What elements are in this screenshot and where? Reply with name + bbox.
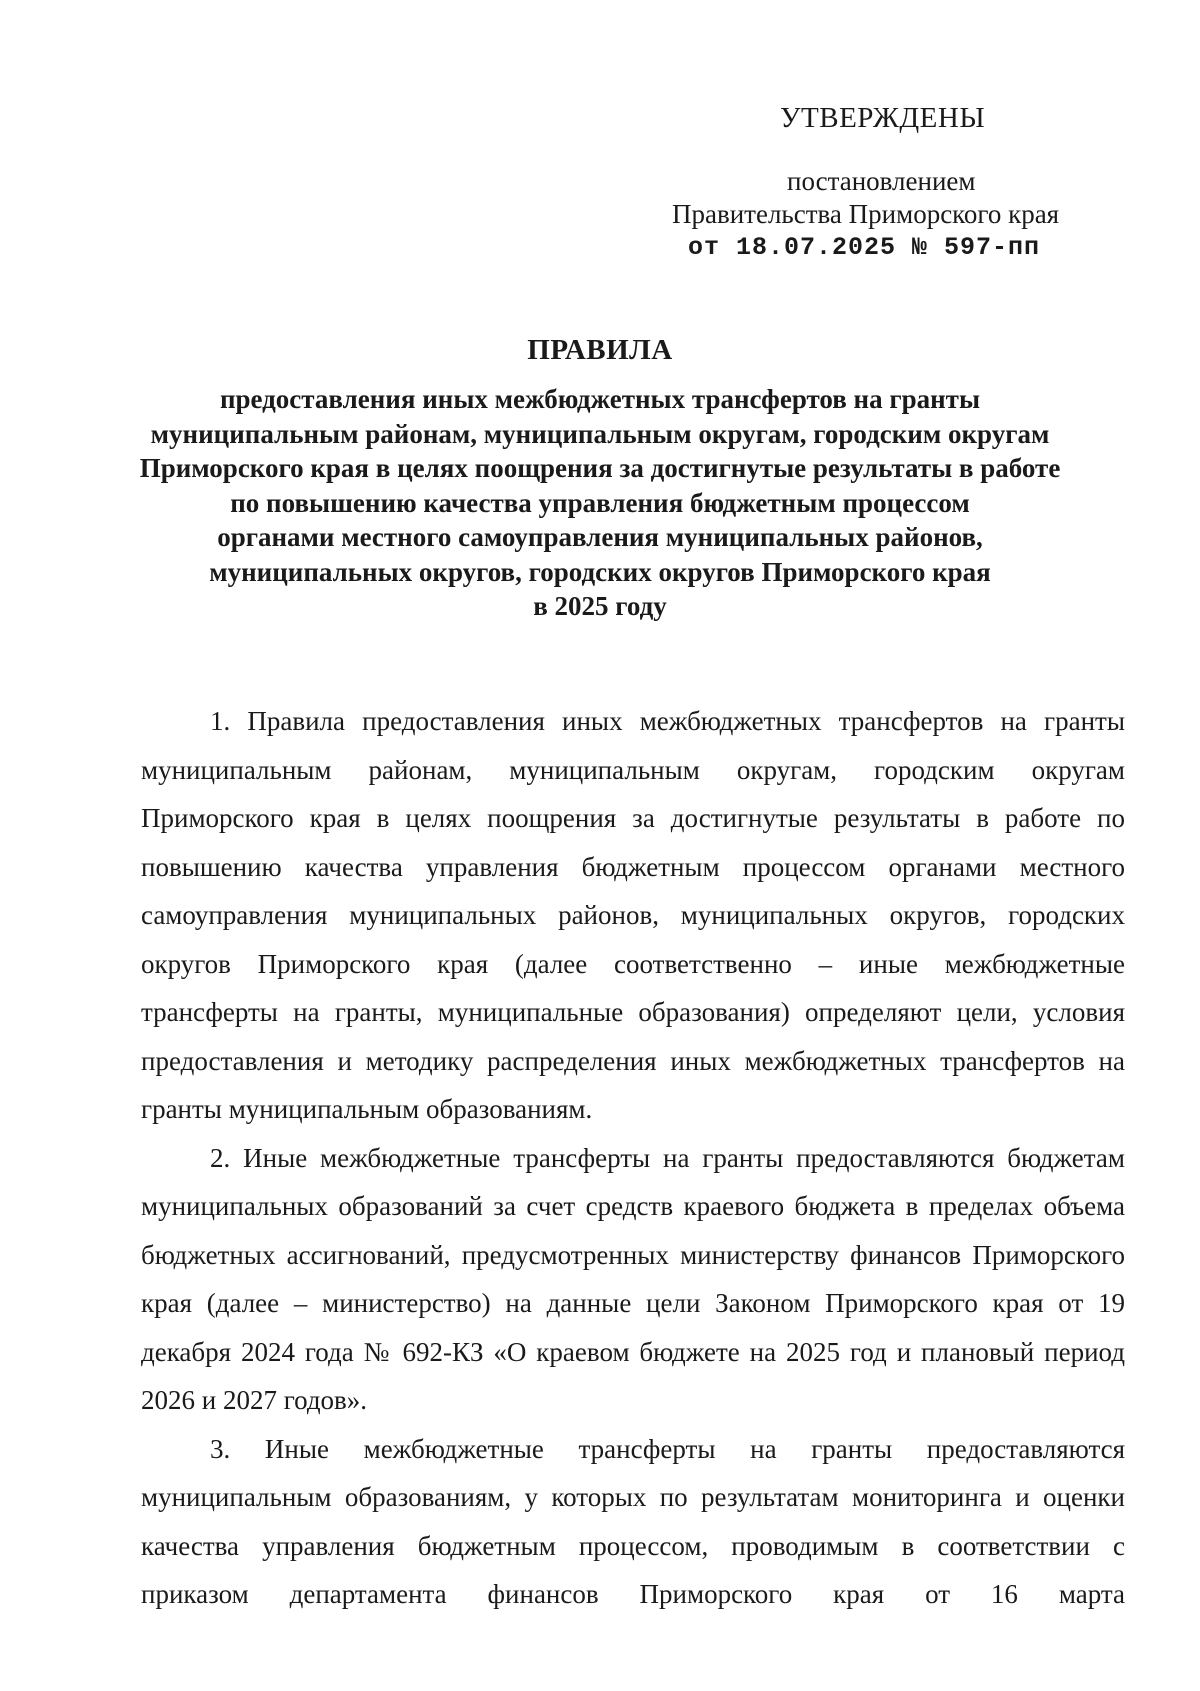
document-body: [141, 697, 1125, 1619]
approval-date-number-stamp: от 18.07.2025 № 597-пп: [688, 233, 1041, 262]
subtitle-line: органами местного самоуправления муниципальных районов,: [217, 522, 983, 552]
subtitle-line: Приморского края в целях поощрения за достигнутые результаты в работе: [139, 453, 1061, 483]
subtitle-line: предоставления иных межбюджетных трансфертов на гранты: [219, 384, 981, 414]
subtitle-line: в 2025 году: [533, 591, 667, 621]
paragraph-2: 2. Иные межбюджетные трансферты на гранты предоставляются бюджетам муниципальных образований за счет средств краевого бюджета в пределах объема бюджетных ассигнований, предусмотренных министерству финансов Приморского края (далее – министерство) на данные цели Законом Приморского края от 19 декабря 2024 года № 692-КЗ «О краевом бюджете на 2025 год и плановый период 2026 и 2027 годов».: [141, 1142, 1125, 1415]
approval-authority: Правительства Приморского края: [672, 199, 1060, 229]
subtitle-line: муниципальных округов, городских округов Приморского края: [209, 556, 991, 587]
approval-block: [0, 0, 1200, 260]
approval-title: УТВЕРЖДЕНЫ: [780, 102, 986, 134]
subtitle-line: по повышению качества управления бюджетным процессом: [230, 487, 970, 518]
document-title: ПРАВИЛА: [527, 334, 673, 366]
paragraph-3: 3. Иные межбюджетные трансферты на гранты предоставляются муниципальным образованиям, у которых по результатам мониторинга и оценки качества управления бюджетным процессом, проводимым в соответствии с приказом департамента финансов Приморского края от 16 марта: [141, 1433, 1125, 1609]
subtitle-line: муниципальным районам, муниципальным округам, городским округам: [150, 418, 1050, 449]
document-subtitle: [120, 382, 1080, 624]
approval-resolution-label: постановлением: [787, 166, 976, 196]
paragraph-1: 1. Правила предоставления иных межбюджетных трансфертов на гранты муниципальным районам, муниципальным округам, городским округам Приморского края в целях поощрения за достигнутые результаты в работе по повышению качества управления бюджетным процессом органами местного самоуправления муниципальных районов, муниципальных округов, городских округов Приморского края (далее соответственно – иные межбюджетные трансферты на гранты, муниципальные образования) определяют цели, условия предоставления и методику распределения иных межбюджетных трансфертов на гранты муниципальным образованиям.: [141, 706, 1125, 1124]
